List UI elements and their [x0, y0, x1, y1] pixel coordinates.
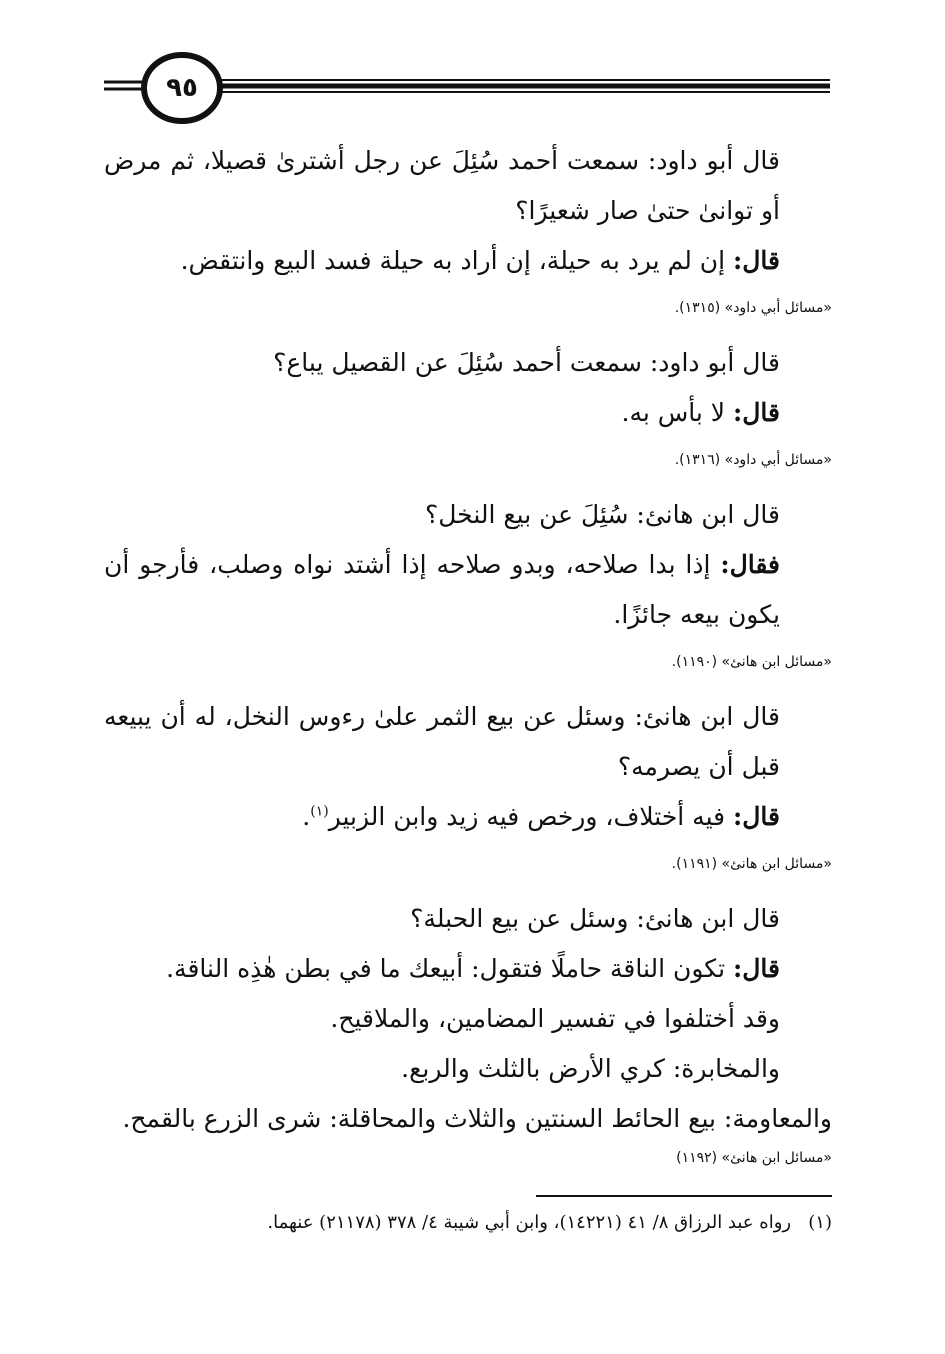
answer-text: لا بأس به.: [621, 398, 726, 427]
answer-label: قال:: [733, 246, 780, 275]
question-paragraph: [104, 490, 832, 540]
footnote: [104, 1207, 832, 1239]
source-citation: «مسائل أبي داود» (١٣١٦).: [674, 452, 832, 468]
source-citation: «مسائل أبي داود» (١٣١٥).: [674, 300, 832, 316]
source-citation: «مسائل ابن هانئ» (١١٩٠).: [671, 654, 832, 670]
explanation-line: والمخابرة: كري الأرض بالثلث والربع.: [401, 1054, 780, 1083]
answer-paragraph: [104, 792, 832, 842]
question-label: قال ابن هانئ:: [634, 702, 780, 731]
question-text: وسئل عن بيع الحبلة؟: [410, 904, 629, 933]
answer-end: .: [302, 802, 311, 831]
answer-paragraph: [104, 236, 832, 286]
question-label: قال ابن هانئ:: [636, 500, 780, 529]
footnote-text: رواه عبد الرزاق ٨/ ٤١ (١٤٢٢١)، وابن أبي شيبة ٤/ ٣٧٨ (٢١١٧٨) عنهما.: [267, 1212, 792, 1233]
answer-paragraph: [104, 540, 832, 640]
question-label: قال أبو داود:: [647, 146, 780, 175]
question-label: قال أبو داود:: [649, 348, 780, 377]
source-citation: «مسائل ابن هانئ» (١١٩٢): [676, 1150, 832, 1166]
answer-label: فقال:: [720, 550, 780, 579]
question-text: وسئل عن بيع الثمر علىٰ رءوس النخل، له أن يبيعه قبل أن يصرمه؟: [104, 702, 780, 781]
question-paragraph: [104, 338, 832, 388]
question-paragraph: [104, 692, 832, 792]
footnote-reference[interactable]: (١): [310, 803, 329, 820]
question-paragraph: [104, 894, 832, 944]
footnote-divider: [536, 1195, 832, 1197]
question-label: قال ابن هانئ:: [636, 904, 780, 933]
answer-label: قال:: [733, 802, 780, 831]
answer-label: قال:: [733, 398, 780, 427]
question-text: سمعت أحمد سُئِلَ عن القصيل يباع؟: [273, 348, 642, 377]
question-text: سُئِلَ عن بيع النخل؟: [424, 500, 629, 529]
footnote-number: (١): [808, 1212, 832, 1233]
answer-text: إن لم يرد به حيلة، إن أراد به حيلة فسد البيع وانتقض.: [180, 246, 726, 275]
answer-label: قال:: [733, 954, 780, 983]
question-paragraph: [104, 136, 832, 236]
source-citation: «مسائل ابن هانئ» (١١٩١).: [671, 856, 832, 872]
explanation-line: وقد أختلفوا في تفسير المضامين، والملاقيح.: [330, 1004, 780, 1033]
answer-text: تكون الناقة حاملًا فتقول: أبيعك ما في بطن هٰذِه الناقة.: [166, 954, 726, 983]
page-number: ٩٥: [166, 73, 198, 103]
answer-text: إذا بدا صلاحه، وبدو صلاحه إذا أشتد نواه وصلب، فأرجو أن يكون بيعه جائزًا.: [104, 550, 780, 629]
answer-paragraph: [104, 388, 832, 438]
answer-text: فيه أختلاف، ورخص فيه زيد وابن الزبير: [328, 802, 726, 831]
answer-paragraph: [104, 944, 832, 994]
page-body: [104, 136, 832, 1188]
question-text: سمعت أحمد سُئِلَ عن رجل أشترىٰ قصيلا، ثم مرض أو توانىٰ حتىٰ صار شعيرًا؟: [104, 146, 780, 225]
page-header: [104, 52, 830, 132]
explanation-line: والمعاومة: بيع الحائط السنتين والثلاث والمحاقلة: شرى الزرع بالقمح.: [122, 1104, 832, 1133]
